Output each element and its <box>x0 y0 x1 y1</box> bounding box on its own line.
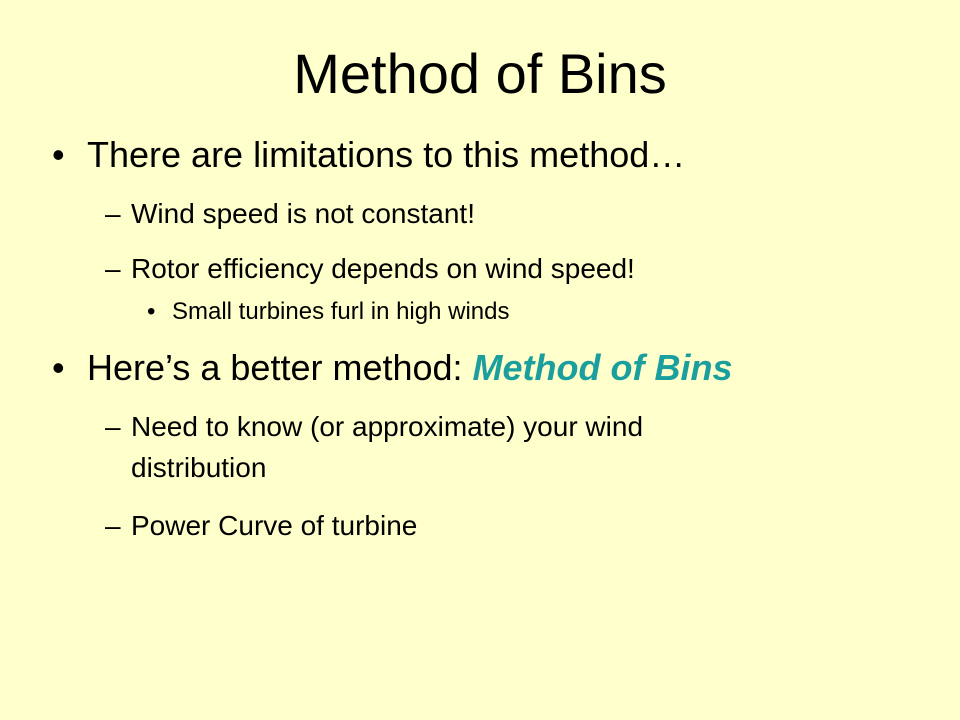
sub-item-power-curve: Power Curve of turbine <box>131 510 418 541</box>
dash-icon: – <box>105 411 121 442</box>
sub-item-wind-speed: Wind speed is not constant! <box>131 198 475 229</box>
sub-sub-item-small-turbines: Small turbines furl in high winds <box>172 298 510 325</box>
slide-title: Method of Bins <box>293 42 667 105</box>
method-of-bins-highlight: Method of Bins <box>472 347 733 388</box>
bullet-icon: • <box>52 347 65 388</box>
dash-icon: – <box>105 253 121 284</box>
better-method-prefix: Here’s a better method: <box>87 347 473 388</box>
bullet-icon: • <box>52 134 65 175</box>
sub-item-need-to-know-line2: distribution <box>131 452 267 483</box>
bullet-item-limitations: There are limitations to this method… <box>87 134 686 175</box>
sub-item-need-to-know-line1: Need to know (or approximate) your wind <box>131 411 644 442</box>
bullet-item-better-method <box>87 346 733 390</box>
dash-icon: – <box>105 510 121 541</box>
sub-item-rotor-efficiency: Rotor efficiency depends on wind speed! <box>131 253 635 284</box>
bullet-icon: • <box>147 298 156 325</box>
dash-icon: – <box>105 198 121 229</box>
